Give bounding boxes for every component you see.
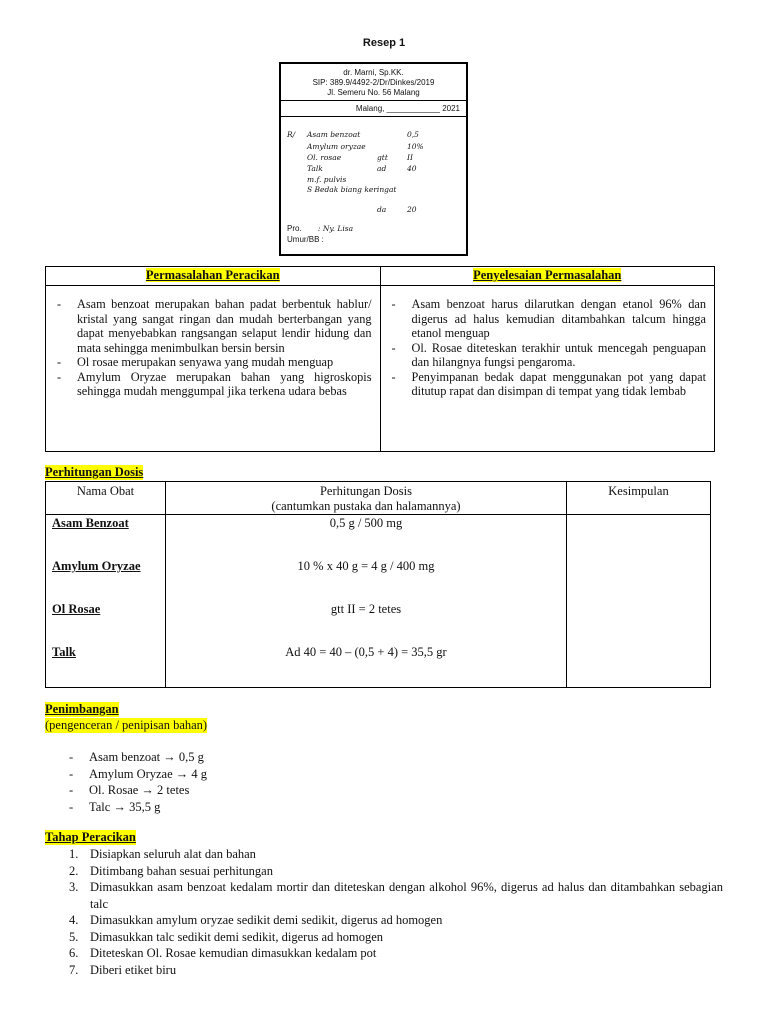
list-item: - Ol. Rosae → 2 tetes	[45, 782, 345, 799]
step-number: 3.	[69, 880, 79, 894]
step-text: Dimasukkan amylum oryzae sedikit demi sedikit, digerus ad homogen	[90, 913, 443, 927]
rx-patient	[287, 224, 353, 233]
list-item	[45, 929, 723, 946]
weighing-subheading: (pengenceran / penipisan bahan)	[45, 718, 208, 732]
dose-row-calc: gtt II = 2 tetes	[330, 602, 402, 616]
steps-heading: Tahap Peracikan	[45, 830, 136, 844]
doctor-sip: SIP: 389.9/4492-2/Dr/Dinkes/2019	[312, 78, 435, 87]
list-item: - Asam benzoat merupakan bahan padat berbentuk hablur/ kristal yang sangat ringan dan mudah berterbangan yang dapat menyebabkan rangsangan selaput lendir hidung dan mata sehingga menimbulkan bersin bersin	[54, 297, 372, 355]
problems-header: Permasalahan Peracikan	[145, 268, 280, 282]
solutions-list	[381, 286, 715, 403]
list-item	[45, 846, 723, 863]
rx-signa	[307, 185, 396, 194]
dose-row-name: Asam Benzoat	[52, 516, 129, 530]
step-number: 2.	[69, 863, 79, 878]
step-text: Dimasukkan talc sedikit demi sedikit, digerus ad homogen	[90, 929, 383, 944]
rx-pro-value: : Ny. Lisa	[317, 224, 354, 233]
doctor-address: Jl. Semeru No. 56 Malang	[327, 88, 420, 97]
rx-item-name: Asam benzoat	[307, 130, 361, 139]
rx-item-name: Ol. rosae	[307, 153, 342, 162]
rx-symbol: R/	[287, 130, 296, 139]
dose-col-name	[46, 482, 166, 515]
doctor-name: dr. Marni, Sp.KK.	[343, 68, 404, 77]
list-item	[45, 962, 723, 979]
dose-names-cell	[46, 515, 166, 688]
list-item: - Amylum Oryzae → 4 g	[45, 766, 345, 783]
rx-umur: Umur/BB :	[287, 235, 324, 244]
list-item: - Ol. Rosae diteteskan terakhir untuk mencegah penguapan dan hilangnya fungsi pengaroma.	[389, 341, 707, 370]
dose-row-name: Ol Rosae	[52, 602, 101, 616]
step-number: 7.	[69, 962, 79, 977]
dose-heading: Perhitungan Dosis	[45, 465, 144, 479]
rx-item	[307, 164, 417, 173]
dose-concl-cell	[567, 515, 711, 688]
dose-row-name: Talk	[52, 645, 76, 659]
dose-row-calc: 10 % x 40 g = 4 g / 400 mg	[297, 559, 435, 573]
rx-item-name: Talk	[307, 164, 323, 173]
solutions-header: Penyelesaian Permasalahan	[473, 268, 622, 282]
list-item: - Amylum Oryzae merupakan bahan yang higroskopis sehingga mudah menggumpal jika terkena udara bebas	[54, 370, 372, 399]
rx-item	[307, 153, 413, 162]
prescription-form	[279, 62, 468, 256]
dose-row-calc: 0,5 g / 500 mg	[329, 516, 403, 530]
dose-calc-cell	[166, 515, 567, 688]
rx-da-value: 20	[407, 205, 417, 214]
dose-col-name-label: Nama Obat	[76, 484, 135, 498]
step-number: 4.	[69, 913, 79, 927]
step-text: Disiapkan seluruh alat dan bahan	[90, 847, 256, 861]
step-number: 5.	[69, 929, 79, 944]
step-text: Dimasukkan asam benzoat kedalam mortir dan diteteskan dengan alkohol 96%, digerus ad halus dan ditambahkan sebagian talc	[90, 880, 723, 911]
solutions-header-cell	[380, 267, 715, 286]
problems-header-cell	[46, 267, 381, 286]
prescription-place-date: Malang, ____________ 2021	[355, 104, 460, 113]
prescription-header	[281, 68, 466, 98]
problems-list	[46, 286, 380, 403]
list-item	[45, 863, 723, 880]
problems-table	[45, 266, 715, 452]
list-item: - Ol rosae merupakan senyawa yang mudah menguap	[54, 355, 372, 370]
dose-col-calc	[166, 482, 567, 515]
dose-col-calc-sub: (cantumkan pustaka dan halamannya)	[271, 499, 461, 513]
rx-item-name: Amylum oryzae	[307, 142, 366, 151]
rx-item-unit: ad	[377, 164, 387, 173]
rx-pro-label: Pro.	[287, 224, 302, 233]
rx-item	[307, 142, 424, 151]
place-divider	[281, 116, 466, 117]
weighing-list	[45, 749, 345, 815]
rx-item-qty: II	[407, 153, 413, 162]
steps-list	[45, 846, 723, 978]
step-text: Diberi etiket biru	[90, 962, 177, 977]
list-item: - Asam benzoat harus dilarutkan dengan etanol 96% dan digerus ad halus kemudian ditambahkan talcum hingga etanol menguap	[389, 297, 707, 341]
rx-instruction-text: m.f. pulvis	[307, 175, 347, 184]
page-title: Resep 1	[362, 37, 406, 49]
header-divider	[281, 100, 466, 101]
dose-col-concl	[567, 482, 711, 515]
step-text: Ditimbang bahan sesuai perhitungan	[90, 863, 273, 878]
dose-col-concl-label: Kesimpulan	[608, 484, 669, 498]
list-item	[45, 945, 723, 962]
dose-col-calc-label: Perhitungan Dosis	[319, 484, 412, 498]
dose-row-name: Amylum Oryzae	[52, 559, 141, 573]
rx-signa-text: S Bedak biang keringat	[307, 185, 397, 194]
step-text: Diteteskan Ol. Rosae kemudian dimasukkan kedalam pot	[90, 946, 377, 960]
rx-item-qty: 10%	[407, 142, 424, 151]
rx-instruction	[307, 175, 346, 184]
list-item: - Asam benzoat → 0,5 g	[45, 749, 345, 766]
list-item: - Penyimpanan bedak dapat menggunakan pot yang dapat ditutup rapat dan disimpan di tempat yang tidak lembab	[389, 370, 707, 399]
rx-da	[377, 205, 417, 214]
dose-table	[45, 481, 711, 688]
list-item	[45, 912, 723, 929]
step-number: 1.	[69, 847, 79, 861]
rx-item-unit: gtt	[377, 153, 388, 162]
rx-da-label: da	[377, 205, 387, 214]
solutions-cell	[380, 286, 715, 452]
step-number: 6.	[69, 946, 79, 960]
list-item	[45, 879, 723, 912]
dose-row-calc: Ad 40 = 40 – (0,5 + 4) = 35,5 gr	[285, 645, 447, 659]
problems-cell	[46, 286, 381, 452]
weighing-heading: Penimbangan	[45, 702, 119, 716]
rx-item	[307, 130, 419, 139]
rx-item-qty: 40	[407, 164, 417, 173]
list-item: - Talc → 35,5 g	[45, 799, 345, 816]
rx-item-qty: 0,5	[407, 130, 419, 139]
